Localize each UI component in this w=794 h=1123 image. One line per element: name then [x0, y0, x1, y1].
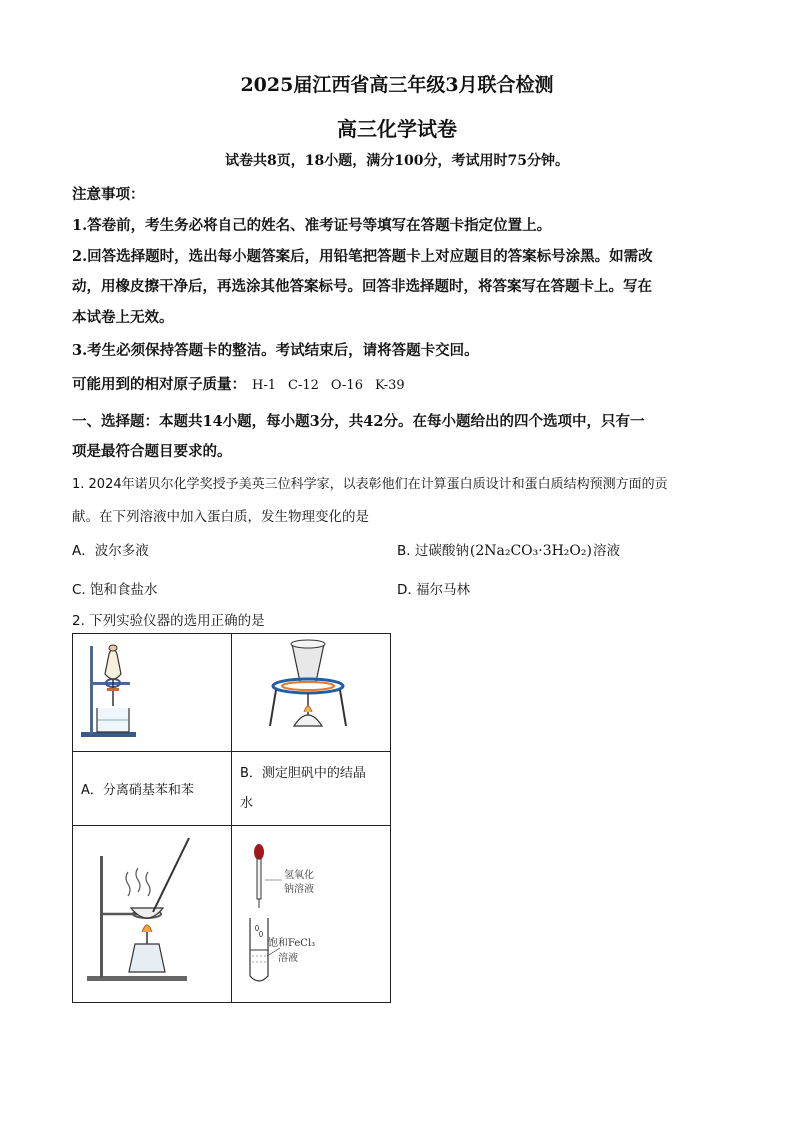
notice-item-1: 1.答卷前，考生务必将自己的姓名、准考证号等填写在答题卡指定位置上。 — [72, 217, 552, 234]
atomic-mass-o: O-16 — [330, 378, 363, 393]
q2-option-a-cell — [73, 752, 232, 826]
figure-d-label-naoh-line-2: 钠溶液 — [284, 884, 314, 895]
atomic-mass-c: C-12 — [288, 378, 319, 393]
separatory-funnel-setup-icon — [73, 634, 231, 747]
q2-figure-d-cell — [232, 826, 391, 1003]
atomic-mass-k: K-39 — [374, 378, 405, 393]
q1-option-d: D. 福尔马林 — [397, 582, 470, 598]
evaporation-setup-icon — [73, 826, 231, 998]
section-1-line-1: 一、选择题：本题共14小题，每小题3分，共42分。在每小题给出的四个选项中，只有一 — [72, 413, 645, 430]
q1-stem-line-2: 献。在下列溶液中加入蛋白质，发生物理变化的是 — [72, 509, 369, 525]
notice-item-2-line-3: 本试卷上无效。 — [72, 309, 174, 326]
q2-stem: 2. 下列实验仪器的选用正确的是 — [72, 613, 265, 629]
atomic-masses-label: 可能用到的相对原子质量： — [72, 376, 246, 393]
q1-option-c: C. 饱和食盐水 — [72, 582, 158, 598]
q1-option-b-suffix: 溶液 — [592, 543, 620, 559]
q2-figure-a-cell — [73, 634, 232, 752]
section-1-line-2: 项是最符合题目要求的。 — [72, 443, 232, 460]
q2-apparatus-table — [72, 633, 391, 1003]
q2-figure-b-cell — [232, 634, 391, 752]
q2-option-a-label: A．分离硝基苯和苯 — [81, 783, 194, 798]
exam-subtitle: 高三化学试卷 — [337, 117, 457, 141]
notice-item-3: 3.考生必须保持答题卡的整洁。考试结束后，请将答题卡交回。 — [72, 342, 479, 359]
q1-option-b-formula: (2Na₂CO₃·3H₂O₂) — [469, 543, 592, 559]
q2-figure-c-cell — [73, 826, 232, 1003]
q1-stem-line-1: 1. 2024年诺贝尔化学奖授予美英三位科学家，以表彰他们在计算蛋白质设计和蛋白质结构预测方面的贡 — [72, 477, 668, 492]
figure-d-label-naoh-line-1: 氢氧化 — [284, 870, 314, 881]
q1-option-a: A．波尔多液 — [72, 543, 149, 559]
figure-d-label-fecl3-line-2: 溶液 — [278, 953, 298, 964]
q1-option-b-prefix: B. 过碳酸钠 — [397, 543, 469, 559]
atomic-masses — [72, 373, 417, 394]
q2-option-b-cell — [232, 752, 391, 826]
notice-item-2-line-2: 动，用橡皮擦干净后，再选涂其他答案标号。回答非选择题时，将答案写在答题卡上。写在 — [72, 278, 652, 295]
q2-option-b-label-line-2: 水 — [240, 795, 254, 811]
exam-info: 试卷共8页，18小题，满分100分，考试用时75分钟。 — [225, 153, 569, 169]
dropper-test-tube-icon — [232, 826, 390, 998]
atomic-mass-h: H-1 — [252, 378, 277, 393]
notice-heading: 注意事项： — [72, 186, 145, 203]
notice-item-2-line-1: 2.回答选择题时，选出每小题答案后，用铅笔把答题卡上对应题目的答案标号涂黑。如需改 — [72, 248, 653, 265]
q2-option-b-label-line-1: B．测定胆矾中的结晶 — [240, 765, 366, 781]
exam-title: 2025届江西省高三年级3月联合检测 — [240, 74, 554, 96]
crucible-heating-setup-icon — [232, 634, 390, 747]
q1-option-b — [397, 539, 620, 559]
figure-d-label-fecl3-line-1: 饱和FeCl₃ — [268, 938, 316, 949]
